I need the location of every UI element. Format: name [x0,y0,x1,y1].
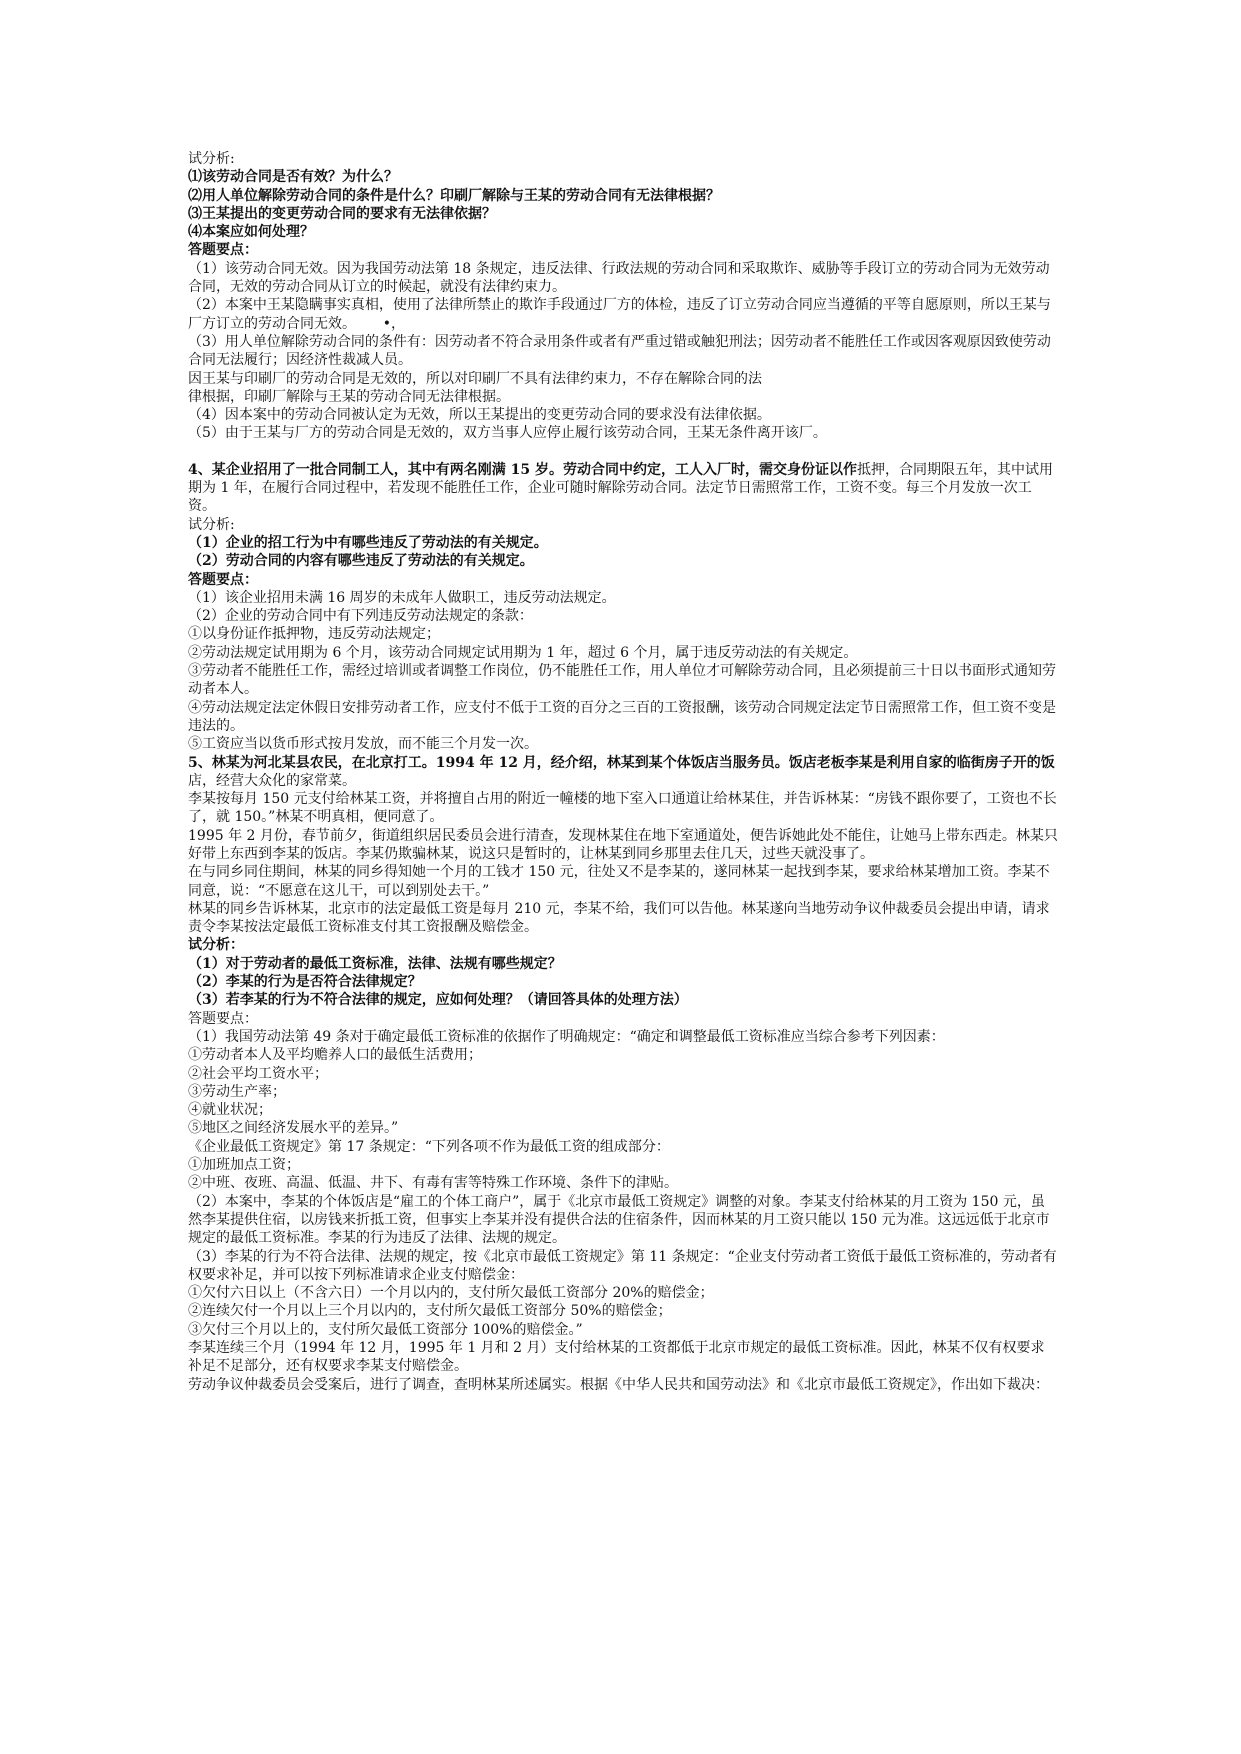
answer-paragraph: （2）企业的劳动合同中有下列违反劳动法规定的条款： [188,608,533,625]
answer-item: ⑤地区之间经济发展水平的差异。” [188,1120,399,1137]
answer-heading: 答题要点： [188,1010,258,1027]
question-line: ⑴该劳动合同是否有效？为什么？ [188,169,398,186]
answer-heading: 答题要点： [188,242,258,259]
answer-item: ①以身份证作抵押物，违反劳动法规定； [188,626,440,643]
question-line: ⑵用人单位解除劳动合同的条件是什么？印刷厂解除与王某的劳动合同有无法律根据？ [188,187,720,204]
answer-paragraph: （1）该企业招用未满 16 周岁的未成年人做职工，违反劳动法规定。 [188,589,616,606]
answer-paragraph: （2）本案中，李某的个体饭店是“雇工的个体工商户”，属于《北京市最低工资规定》调整的对象。李某支付给林某的月工资为 150 元，虽然李某提供住宿，以房钱来折抵工资，但事实上李某并没有提供合法的住宿条件，因而林某的月工资只能以 150 元为准。这远远低于北京市规定的最低工资标准。李某的行为违反了法律、法规的规定。 [188,1193,1050,1247]
case-paragraph [188,754,1058,791]
answer-paragraph: （1）我国劳动法第 49 条对于确定最低工资标准的依据作了明确规定：“确定和调整最低工资标准应当综合参考下列因素： [188,1028,945,1045]
case-title: 4、某企业招用了一批合同制工人，其中有两名刚满 15 岁。劳动合同中约定，工人入厂时，需交身份证以作 [188,461,857,478]
answer-paragraph: 律根据，印刷厂解除与王某的劳动合同无法律根据。 [188,388,510,405]
spacer [188,443,1058,461]
question-line: （3）若李某的行为不符合法律的规定，应如何处理？（请回答具体的处理方法） [188,992,688,1009]
case-text: 抵押，合同期限五年，其中试用期为 1 年，在履行合同过程中，若发现不能胜任工作，企业可随时解除劳动合同。法定节日需照常工作，工资不变。每三个月发放一次工资。 [188,461,1053,515]
question-line: （1）企业的招工行为中有哪些违反了劳动法的有关规定。 [188,534,548,551]
case-title: 5、林某为河北某县农民，在北京打工。1994 年 12 月，经介绍，林某到某个体饭店当服务员。饭店老板李某是利用自家的临街房子开的饭 [188,754,1055,771]
answer-item: ⑤工资应当以货币形式按月发放，而不能三个月发一次。 [188,736,538,753]
section-heading: 试分析： [188,937,244,954]
answer-paragraph: （3）用人单位解除劳动合同的条件有：因劳动者不符合录用条件或者有严重过错或触犯刑法；因劳动者不能胜任工作或因客观原因致使劳动合同无法履行；因经济性裁减人员。 [188,333,1051,369]
answer-item: ②劳动法规定试用期为 6 个月，该劳动合同规定试用期为 1 年，超过 6 个月，属于违反劳动法的有关规定。 [188,644,858,661]
section-heading: 试分析: [188,516,235,533]
answer-paragraph: （5）由于王某与厂方的劳动合同是无效的，双方当事人应停止履行该劳动合同，王某无条件离开该厂。 [188,425,827,442]
question-line: （2）劳动合同的内容有哪些违反了劳动法的有关规定。 [188,553,534,570]
answer-item: ④劳动法规定法定休假日安排劳动者工作，应支付不低于工资的百分之三百的工资报酬，该劳动合同规定法定节日需照常工作，但工资不变是违法的。 [188,699,1056,734]
question-line: （1）对于劳动者的最低工资标准，法律、法规有哪些规定？ [188,955,562,972]
case-paragraph [188,461,1058,516]
section-heading: 试分析: [188,151,235,167]
answer-paragraph: （2）本案中王某隐瞒事实真相，使用了法律所禁止的欺诈手段通过厂方的体检，违反了订立劳动合同应当遵循的平等自愿原则，所以王某与厂方订立的劳动合同无效。 •， [188,297,1051,332]
case-paragraph: 1995 年 2 月份，春节前夕，街道组织居民委员会进行清查，发现林某住在地下室通道处，便告诉她此处不能住，让她马上带东西走。林某只好带上东西到李某的饭店。李某仍欺骗林某，说这只是暂时的，让林某到同乡那里去住几天，过些天就没事了。 [188,827,1058,862]
document-page [188,150,1058,1394]
answer-item: ①劳动者本人及平均赡养人口的最低生活费用； [188,1047,482,1064]
answer-paragraph: 因王某与印刷厂的劳动合同是无效的，所以对印刷厂不具有法律约束力，不存在解除合同的法 [188,370,762,387]
answer-item: ④就业状况； [188,1102,272,1119]
answer-item: ③劳动生产率； [188,1083,286,1100]
answer-heading: 答题要点： [188,571,258,588]
answer-paragraph: 《企业最低工资规定》第 17 条规定：“下列各项不作为最低工资的组成部分： [188,1138,670,1155]
answer-item: ②社会平均工资水平； [188,1065,328,1082]
answer-item: ①欠付六日以上（不含六日）一个月以内的，支付所欠最低工资部分 20%的赔偿金； [188,1285,714,1302]
answer-item: ③劳动者不能胜任工作，需经过培训或者调整工作岗位，仍不能胜任工作，用人单位才可解除劳动合同，且必须提前三十日以书面形式通知劳动者本人。 [188,663,1056,698]
case-paragraph: 在与同乡同住期间，林某的同乡得知她一个月的工钱才 150 元，往处又不是李某的，遂同林某一起找到李某，要求给林某增加工资。李某不同意，说：“不愿意在这儿干，可以到别处去干。” [188,864,1050,899]
answer-item: ③欠付三个月以上的，支付所欠最低工资部分 100%的赔偿金。” [188,1321,583,1338]
question-line: ⑷本案应如何处理？ [188,224,314,241]
answer-paragraph: （4）因本案中的劳动合同被认定为无效，所以王某提出的变更劳动合同的要求没有法律依据。 [188,407,771,424]
answer-paragraph: 李某连续三个月（1994 年 12 月，1995 年 1 月和 2 月）支付给林某的工资都低于北京市规定的最低工资标准。因此，林某不仅有权要求补足不足部分，还有权要求李某支付赔偿金。 [188,1340,1045,1375]
answer-item: ②连续欠付一个月以上三个月以内的，支付所欠最低工资部分 50%的赔偿金； [188,1303,672,1320]
question-line: ⑶王某提出的变更劳动合同的要求有无法律依据？ [188,205,496,222]
answer-paragraph: 劳动争议仲裁委员会受案后，进行了调查，查明林某所述属实。根据《中华人民共和国劳动法》和《北京市最低工资规定》，作出如下裁决： [188,1376,1049,1393]
case-paragraph: 林某的同乡告诉林某，北京市的法定最低工资是每月 210 元，李某不给，我们可以告他。林某遂向当地劳动争议仲裁委员会提出申请，请求责令李某按法定最低工资标准支付其工资报酬及赔偿金。 [188,900,1050,936]
case-text: 店，经营大众化的家常菜。 [188,772,356,789]
answer-item: ①加班加点工资； [188,1157,300,1174]
answer-item: ②中班、夜班、高温、低温、井下、有毒有害等特殊工作环境、条件下的津贴。 [188,1175,678,1192]
case-paragraph: 李某按每月 150 元支付给林某工资，并将擅自占用的附近一幢楼的地下室入口通道让给林某住，并告诉林某：“房钱不跟你要了，工资也不长了，就 150。”林某不明真相，便同意了。 [188,791,1057,826]
answer-paragraph: （3）李某的行为不符合法律、法规的规定，按《北京市最低工资规定》第 11 条规定：“企业支付劳动者工资低于最低工资标准的，劳动者有权要求补足，并可以按下列标准请求企业支付赔偿金： [188,1248,1057,1283]
question-line: （2）李某的行为是否符合法律规定？ [188,974,422,991]
answer-paragraph: （1）该劳动合同无效。因为我国劳动法第 18 条规定，违反法律、行政法规的劳动合同和采取欺诈、威胁等手段订立的劳动合同为无效劳动合同，无效的劳动合同从订立的时候起，就没有法律约束力。 [188,260,1050,296]
